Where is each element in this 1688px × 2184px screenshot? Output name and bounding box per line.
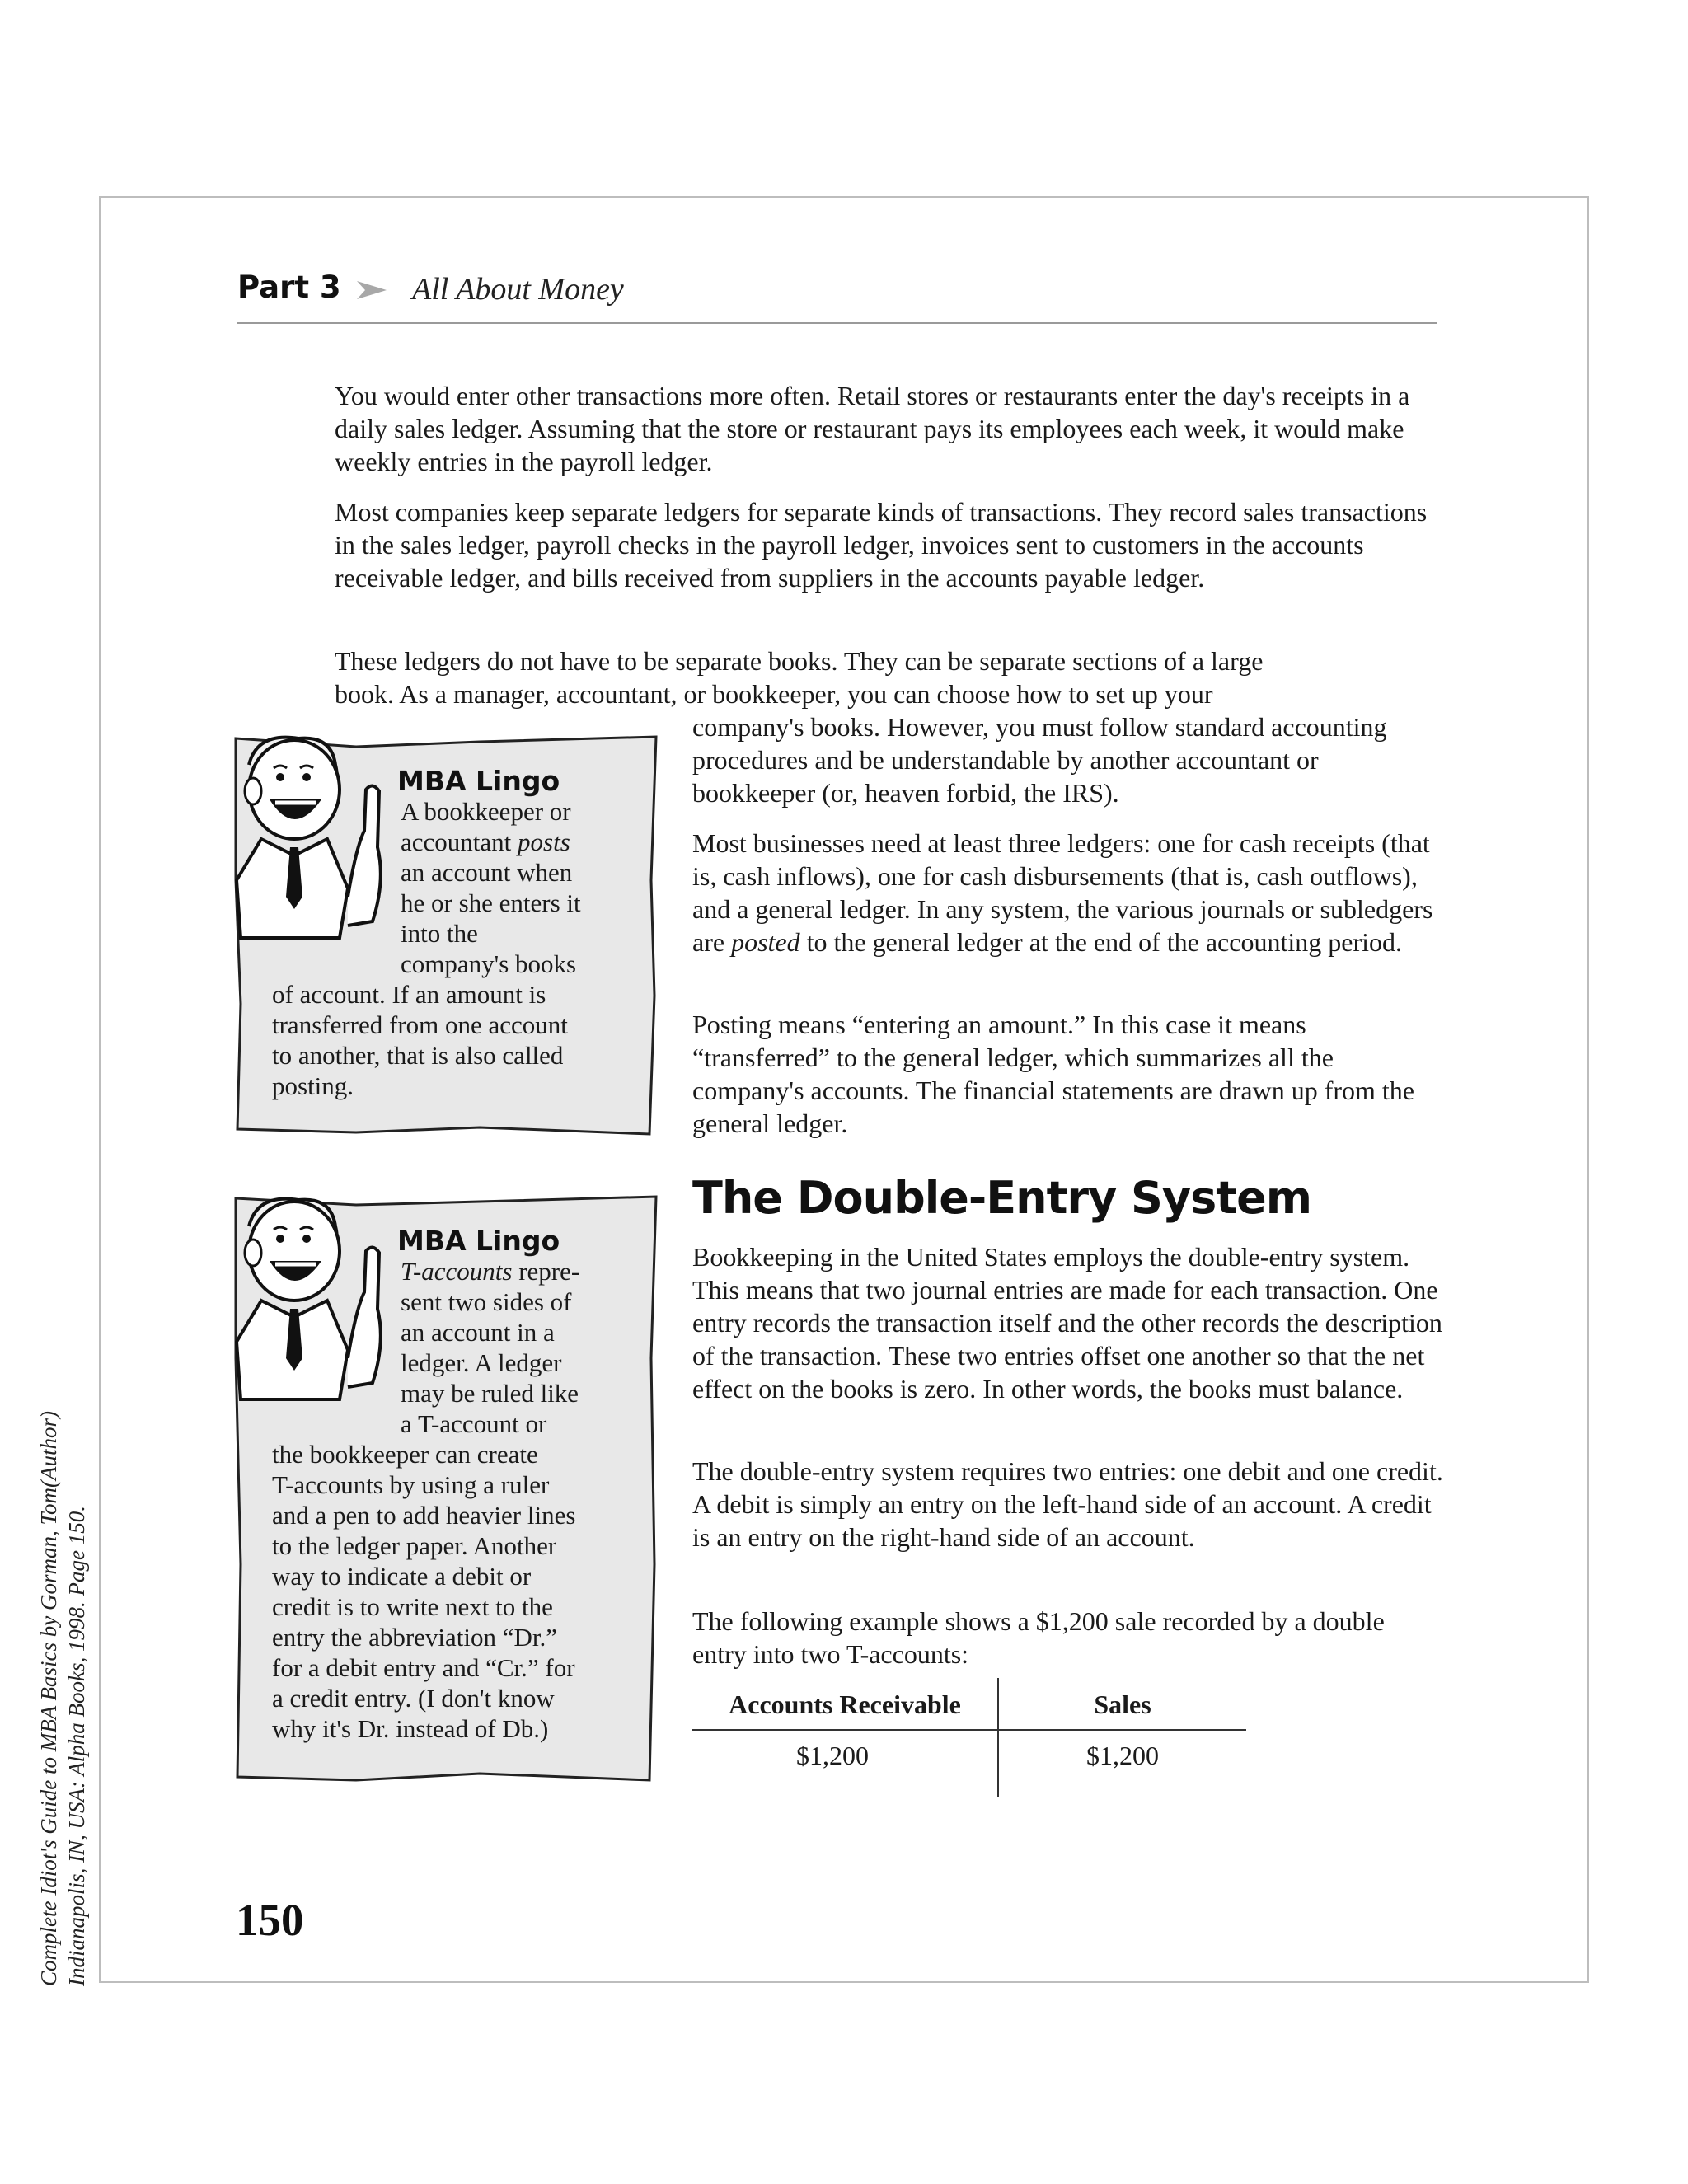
t-account-left-value: $1,200 xyxy=(796,1741,869,1770)
arrow-icon xyxy=(355,279,388,301)
t-account-table xyxy=(692,1678,1246,1800)
citation-line-1: Complete Idiot's Guide to MBA Basics by Gorman, Tom(Author) xyxy=(36,1411,61,1986)
cartoon-pointing-man-icon xyxy=(224,732,389,946)
sidebar-1-line: of account. If an amount is xyxy=(272,980,546,1009)
t-account-vertical-rule xyxy=(997,1678,999,1797)
page-number: 150 xyxy=(236,1895,304,1945)
sidebar-1-line: an account when xyxy=(401,858,573,887)
sidebar-2-line: a T-account or xyxy=(401,1409,547,1438)
sidebar-1-line: to another, that is also called xyxy=(272,1041,564,1070)
sidebar-2-line: T-accounts by using a ruler xyxy=(272,1470,550,1499)
t-account-left-header: Accounts Receivable xyxy=(729,1690,961,1719)
paragraph-6: Bookkeeping in the United States employs the double-entry system. This means that two journal entries are made for each transaction. One entry records the transaction itself and the other records the description of the transaction. These two entries offset one another so that the net effect on the books is zero. In other words, the books must balance. xyxy=(692,1242,1442,1404)
sidebar-1-title: MBA Lingo xyxy=(397,765,560,797)
sidebar-1-wide-text xyxy=(272,979,651,1101)
sidebar-1-line: transferred from one account xyxy=(272,1010,568,1039)
sidebar-1-line: company's books xyxy=(401,949,577,978)
citation-line-2: Indianapolis, IN, USA: Alpha Books, 1998. Page 150. xyxy=(64,1506,89,1986)
sidebar-1-narrow-text xyxy=(401,796,648,979)
running-head xyxy=(237,268,1437,324)
paragraph-3-line-2: book. As a manager, accountant, or bookkeeper, you can choose how to set up your xyxy=(335,679,1213,709)
sidebar-2-line: for a debit entry and “Cr.” for xyxy=(272,1653,575,1682)
sidebar-1-line: into the xyxy=(401,919,478,948)
section-heading: The Double-Entry System xyxy=(692,1172,1311,1224)
sidebar-2-line: may be ruled like xyxy=(401,1379,579,1408)
part-label: Part 3 xyxy=(237,269,341,305)
sidebar-1-line: accountant posts xyxy=(401,827,570,856)
sidebar-2-line: and a pen to add heavier lines xyxy=(272,1501,576,1530)
section-title: All About Money xyxy=(412,272,624,307)
sidebar-2-line: entry the abbreviation “Dr.” xyxy=(272,1623,558,1652)
sidebar-2-line: credit is to write next to the xyxy=(272,1592,553,1621)
t-account-right-header: Sales xyxy=(1094,1690,1151,1719)
sidebar-2-line: T-accounts repre- xyxy=(401,1257,580,1286)
sidebar-2-line: way to indicate a debit or xyxy=(272,1562,532,1591)
sidebar-2-title: MBA Lingo xyxy=(397,1225,560,1257)
paragraph-3-continued: company's books. However, you must follow standard accounting procedures and be understandable by another accountant or bookkeeper (or, heaven forbid, the IRS). xyxy=(692,712,1387,808)
paragraph-8: The following example shows a $1,200 sale recorded by a double entry into two T-accounts: xyxy=(692,1606,1385,1669)
paragraph-4 xyxy=(692,827,1447,958)
sidebar-2-line: sent two sides of xyxy=(401,1287,572,1316)
side-citation xyxy=(35,1411,91,1986)
paragraph-4-b: to the general ledger at the end of the accounting period. xyxy=(799,927,1402,957)
t-account-horizontal-rule xyxy=(692,1729,1246,1731)
t-account-right-value: $1,200 xyxy=(1086,1741,1159,1770)
sidebar-2-line: an account in a xyxy=(401,1318,555,1347)
sidebar-1-line: posting. xyxy=(272,1071,354,1100)
paragraph-5: Posting means “entering an amount.” In this case it means “transferred” to the general ledger, which summarizes all the company's accounts. The financial statements are drawn up from the general ledger. xyxy=(692,1010,1414,1138)
sidebar-mba-lingo-1 xyxy=(232,732,661,1140)
sidebar-mba-lingo-2 xyxy=(232,1193,661,1788)
sidebar-2-line: why it's Dr. instead of Db.) xyxy=(272,1714,549,1743)
sidebar-1-line: he or she enters it xyxy=(401,888,581,917)
paragraph-4-a: Most businesses need at least three ledgers: one for cash receipts (that is, cash inflows), one for cash disbursements (that is, cash outflows), and a general ledger. In any system, the various journals or subledgers are xyxy=(692,828,1433,957)
paragraph-2: Most companies keep separate ledgers for separate kinds of transactions. They record sales transactions in the sales ledger, payroll checks in the payroll ledger, invoices sent to customers in the accounts receivable ledger, and bills received from suppliers in the accounts payable ledger. xyxy=(335,497,1428,593)
paragraph-3-line-1: These ledgers do not have to be separate books. They can be separate sections of a large xyxy=(335,646,1264,676)
paragraph-7: The double-entry system requires two entries: one debit and one credit. A debit is simply an entry on the left-hand side of an account. A credit is an entry on the right-hand side of an account. xyxy=(692,1456,1443,1552)
sidebar-2-line: ledger. A ledger xyxy=(401,1348,562,1377)
sidebar-1-em: posts xyxy=(518,827,570,856)
paragraph-4-em: posted xyxy=(731,927,800,957)
sidebar-1-line: A bookkeeper or xyxy=(401,797,571,826)
sidebar-2-line: the bookkeeper can create xyxy=(272,1440,538,1469)
sidebar-2-line: a credit entry. (I don't know xyxy=(272,1684,555,1713)
sidebar-2-wide-text xyxy=(272,1439,655,1744)
cartoon-pointing-man-icon xyxy=(224,1193,389,1408)
paragraph-3 xyxy=(335,644,1472,710)
sidebar-2-em: T-accounts xyxy=(401,1257,513,1286)
sidebar-2-line: to the ledger paper. Another xyxy=(272,1531,557,1560)
sidebar-2-narrow-text xyxy=(401,1256,648,1439)
paragraph-1: You would enter other transactions more often. Retail stores or restaurants enter the day's receipts in a daily sales ledger. Assuming that the store or restaurant pays its employees each week, it would make weekly entries in the payroll ledger. xyxy=(335,381,1410,476)
